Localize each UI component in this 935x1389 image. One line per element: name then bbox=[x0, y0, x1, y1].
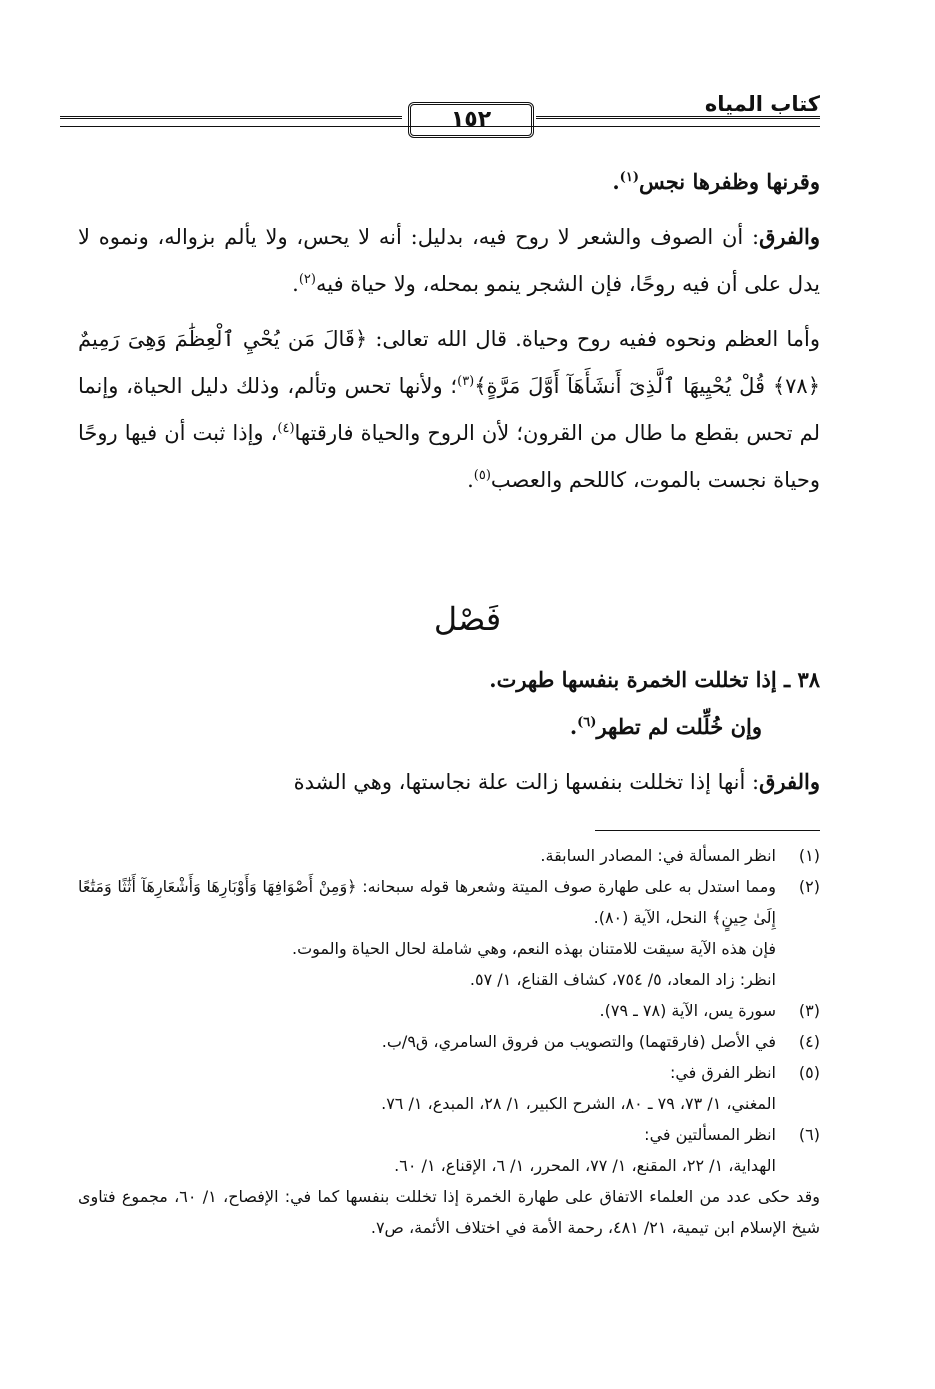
footnote-ref-2[interactable]: (٢) bbox=[298, 272, 316, 287]
footnote-ref-1[interactable]: (١) bbox=[619, 170, 639, 185]
issue-line-1 bbox=[78, 656, 820, 703]
header-rule-right bbox=[536, 116, 820, 119]
page-header bbox=[60, 86, 820, 146]
footnote-ref-5[interactable]: (٥) bbox=[473, 468, 491, 483]
footnote-text: ومما استدل به على طهارة صوف الميتة وشعرها قوله سبحانه: ﴿وَمِنْ أَصْوَافِهَا وَأَوْبَارِهَا وَأَشْعَارِهَآ أَثَٰثًا وَمَتَٰعًا إِلَىٰ حِينٍ﴾ النحل، الآية (٨٠). bbox=[78, 877, 776, 927]
book-title: كتاب المياه bbox=[704, 92, 820, 116]
footnote-ref-3[interactable]: (٣) bbox=[457, 374, 475, 389]
footnote-text: في الأصل (فارقتهما) والتصويب من فروق السامري، ق٩/ب. bbox=[381, 1032, 776, 1051]
main-text bbox=[78, 158, 820, 504]
paragraph-2-end: . bbox=[292, 272, 299, 296]
difference-label: والفرق bbox=[759, 224, 820, 249]
header-rule-left bbox=[60, 116, 402, 119]
paragraph-1-text: وقرنها وظفرها نجس bbox=[638, 169, 820, 194]
paragraph-3 bbox=[78, 316, 820, 504]
footnote-number: (٣) bbox=[798, 1001, 820, 1020]
footnote-number: (١) bbox=[798, 846, 820, 865]
footnote-text: انظر المسألة في: المصادر السابقة. bbox=[540, 846, 776, 865]
paragraph-2-text: : أن الصوف والشعر لا روح فيه، بدليل: أنه لا يحس، ولا يألم بزواله، ونموه لا يدل على أن فيه روحًا، فإن الشجر ينمو بمحله، ولا حياة فيه bbox=[78, 225, 820, 296]
paragraph-3-text-c: ، وإذا ثبت أن فيها روحًا وحياة نجست بالموت، كاللحم والعصب bbox=[78, 421, 820, 492]
section-heading: فَصْل bbox=[433, 600, 502, 638]
footnote-number: (٥) bbox=[798, 1063, 820, 1082]
footnote-text: انظر الفرق في: bbox=[669, 1063, 776, 1082]
issue-38 bbox=[78, 656, 820, 806]
issue-line-1-text: إذا تخللت الخمرة بنفسها طهرت. bbox=[489, 667, 777, 692]
footnote-2-reference: انظر: زاد المعاد، ٥/ ٧٥٤، كشاف القناع، ١/ ٥٧. bbox=[469, 970, 776, 989]
footnote-2-continuation: فإن هذه الآية سيقت للامتنان بهذه النعم، وهي شاملة لحال الحياة والموت. bbox=[291, 939, 776, 958]
paragraph-3-text-b: ؛ ولأنها تحس وتألم، وذلك دليل الحياة، وإنما لم تحس بقطع ما طال من القرون؛ لأن الروح والحياة فارقتها bbox=[78, 374, 820, 445]
footnotes bbox=[78, 840, 820, 1243]
footnote-ref-4[interactable]: (٤) bbox=[277, 421, 295, 436]
footnote-6 bbox=[78, 1119, 820, 1150]
footnote-ref-6[interactable]: (٦) bbox=[577, 715, 597, 730]
paragraph-3-text-a: وأما العظم ونحوه ففيه روح وحياة. قال الله تعالى: bbox=[375, 327, 820, 351]
issue-line-2-text: وإن خُلِّلت لم تطهر bbox=[596, 714, 762, 739]
paragraph-1-end: . bbox=[612, 169, 620, 194]
issue-difference-label: والفرق bbox=[759, 769, 820, 794]
paragraph-3-end: . bbox=[467, 468, 474, 492]
issue-line-2 bbox=[78, 703, 820, 750]
issue-number: ٣٨ bbox=[797, 667, 820, 692]
footnote-number: (٦) bbox=[798, 1125, 820, 1144]
footnote-5-sources: المغني، ١/ ٧٣، ٧٩ ـ ٨٠، الشرح الكبير، ١/ ٢٨، المبدع، ١/ ٧٦. bbox=[381, 1094, 776, 1113]
footnote-6-note: وقد حكى عدد من العلماء الاتفاق على طهارة الخمرة إذا تخللت بنفسها كما في: الإفصاح، ١/ ٦٠، مجموع فتاوى شيخ الإسلام ابن تيمية، ٢١/ ٤٨١، رحمة الأمة في اختلاف الأئمة، ص٧. bbox=[78, 1187, 821, 1237]
page-number: ١٥٢ bbox=[408, 102, 534, 138]
footnote-5 bbox=[78, 1057, 820, 1088]
header-underline bbox=[60, 126, 820, 127]
footnote-number: (٤) bbox=[798, 1032, 820, 1051]
footnote-3 bbox=[78, 995, 820, 1026]
issue-dash: ـ bbox=[783, 667, 791, 692]
paragraph-1 bbox=[78, 158, 820, 205]
footnote-2 bbox=[78, 871, 820, 933]
footnote-1 bbox=[78, 840, 820, 871]
paragraph-2 bbox=[78, 213, 820, 308]
issue-difference-text: : أنها إذا تخللت بنفسها زالت علة نجاستها، وهي الشدة bbox=[293, 770, 760, 794]
footnote-separator bbox=[595, 830, 820, 831]
footnote-6-sources: الهداية، ١/ ٢٢، المقنع، ١/ ٧٧، المحرر، ١/ ٦، الإقناع، ١/ ٦٠. bbox=[394, 1156, 776, 1175]
footnote-number: (٢) bbox=[798, 877, 820, 896]
footnote-text: سورة يس، الآية (٧٨ ـ ٧٩). bbox=[599, 1001, 776, 1020]
footnote-4 bbox=[78, 1026, 820, 1057]
quran-verse: ﴿قَالَ مَن يُحْيِ ٱلْعِظَٰمَ وَهِىَ رَمِيمٌ ﴿٧٨﴾ قُلْ يُحْيِيهَا ٱلَّذِىٓ أَنشَأَهَآ أَوَّلَ مَرَّةٍ﴾ bbox=[78, 327, 820, 398]
issue-difference bbox=[78, 758, 820, 806]
issue-line-2-end: . bbox=[569, 714, 578, 739]
footnote-text: انظر المسألتين في: bbox=[644, 1125, 776, 1144]
